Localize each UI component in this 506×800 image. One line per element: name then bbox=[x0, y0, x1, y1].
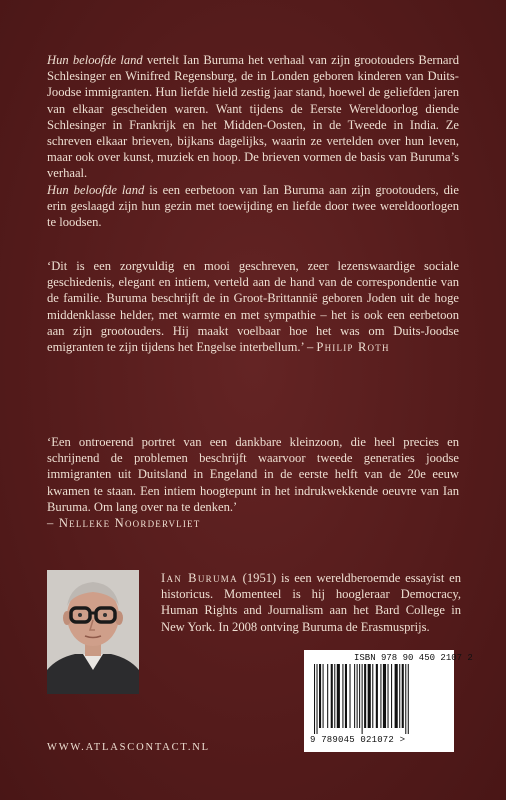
blurb-paragraph-2 bbox=[47, 182, 459, 231]
barcode-bar bbox=[405, 664, 406, 734]
quote-roth-text: ‘Dit is een zorgvuldig en mooi geschreven, zeer lezenswaardige sociale geschiedenis, elegant en intiem, verteld aan de hand van de correspondentie van de familie. Buruma beschrijft de in Groot-Brittannië geboren Joden uit de hoge middenklasse helder, met warmte en met sympathie – het is ook een eerbetoon aan zijn grootouders. Hij maakt voelbaar hoe het was om Duits-Joodse emigranten te zijn tijdens het Engelse interbellum.’ – bbox=[47, 259, 459, 355]
blurb-text bbox=[47, 52, 459, 230]
quote-roth-author: Philip Roth bbox=[316, 340, 390, 355]
barcode-bar bbox=[323, 664, 324, 728]
isbn-label: ISBN 978 90 450 2107 2 bbox=[354, 653, 473, 663]
book-title-italic: Hun beloofde land bbox=[47, 53, 143, 67]
author-bio-text: (1951) is een wereldberoemde essayist en historicus. Momenteel is hij hoogleraar Democracy, Human Rights and Journalism aan het Bard College in New York. In 2008 ontving Buruma de Erasmusprijs. bbox=[161, 571, 461, 634]
author-bio bbox=[161, 570, 461, 635]
barcode-bar bbox=[368, 664, 371, 728]
barcode-bar bbox=[342, 664, 343, 728]
barcode-bar bbox=[359, 664, 360, 728]
barcode-bar bbox=[372, 664, 373, 728]
barcode-bar bbox=[383, 664, 386, 728]
blurb-paragraph-2-text: is een eerbetoon van Ian Buruma aan zijn grootouders, die erin geslaagd zijn hun gezin met toewijding en liefde door twee wereldoorlogen te loodsen. bbox=[47, 182, 459, 230]
barcode-bar bbox=[391, 664, 392, 728]
barcode-bar bbox=[376, 664, 378, 728]
barcode-bar bbox=[380, 664, 381, 728]
barcode-bar bbox=[354, 664, 355, 728]
blurb-paragraph-1 bbox=[47, 52, 459, 182]
isbn-barcode bbox=[304, 650, 473, 752]
review-quote-noordervliet bbox=[47, 434, 459, 531]
author-name: Ian Buruma bbox=[161, 571, 238, 585]
quote-noordervliet-text: ‘Een ontroerend portret van een dankbare kleinzoon, die heel precies en schrijnend de problemen beschrijft waarvoor tweede generaties joodse immigranten uit Duitsland in Engeland in de eerste helft van de 20e eeuw kwamen te staan. Een intiem hoogtepunt in het indrukwekkende oeuvre van Ian Buruma. Om lang over na te denken.’ bbox=[47, 435, 459, 514]
barcode-bars bbox=[312, 664, 446, 736]
barcode-bar bbox=[395, 664, 398, 728]
barcode-bar bbox=[337, 664, 340, 728]
barcode-bar bbox=[350, 664, 351, 728]
barcode-bar bbox=[364, 664, 366, 728]
barcode-bar bbox=[327, 664, 328, 728]
book-title-italic-2: Hun beloofde land bbox=[47, 182, 145, 197]
blurb-paragraph-1-text: vertelt Ian Buruma het verhaal van zijn grootouders Bernard Schlesinger en Winifred Regensburg, de in Londen geboren kinderen van Duits-Joodse immigranten. Hun liefde hield zestig jaar stand, hoewel de geliefden jaren van elkaar gescheiden waren. Want tijdens de Eerste Wereldoorlog diende Schlesinger in Frankrijk en het Midden-Oosten, in de Tweede in India. Ze schreven elkaar brieven, bijkans dagelijks, waarin ze vertelden over hun leven, maar ook over kunst, muziek en hoop. De brieven vormen de basis van Buruma’s verhaal. bbox=[47, 53, 459, 181]
barcode-bar bbox=[399, 664, 400, 728]
publisher-website[interactable]: WWW.ATLASCONTACT.NL bbox=[47, 742, 210, 753]
barcode-digits: 9 789045 021072 > bbox=[310, 735, 406, 745]
barcode-bar bbox=[388, 664, 389, 728]
barcode-bar bbox=[331, 664, 333, 728]
review-quote-roth bbox=[47, 258, 459, 355]
barcode-bar bbox=[334, 664, 335, 728]
barcode-bar bbox=[319, 664, 321, 728]
quote-noordervliet-author: – Nelleke Noordervliet bbox=[47, 516, 201, 531]
barcode-bar bbox=[317, 664, 318, 734]
barcode-bar bbox=[362, 664, 363, 734]
author-photo bbox=[47, 570, 139, 694]
barcode-bar bbox=[408, 664, 409, 734]
barcode-bar bbox=[314, 664, 315, 734]
barcode-bar bbox=[402, 664, 404, 728]
barcode-bar bbox=[357, 664, 358, 728]
barcode-bar bbox=[345, 664, 347, 728]
